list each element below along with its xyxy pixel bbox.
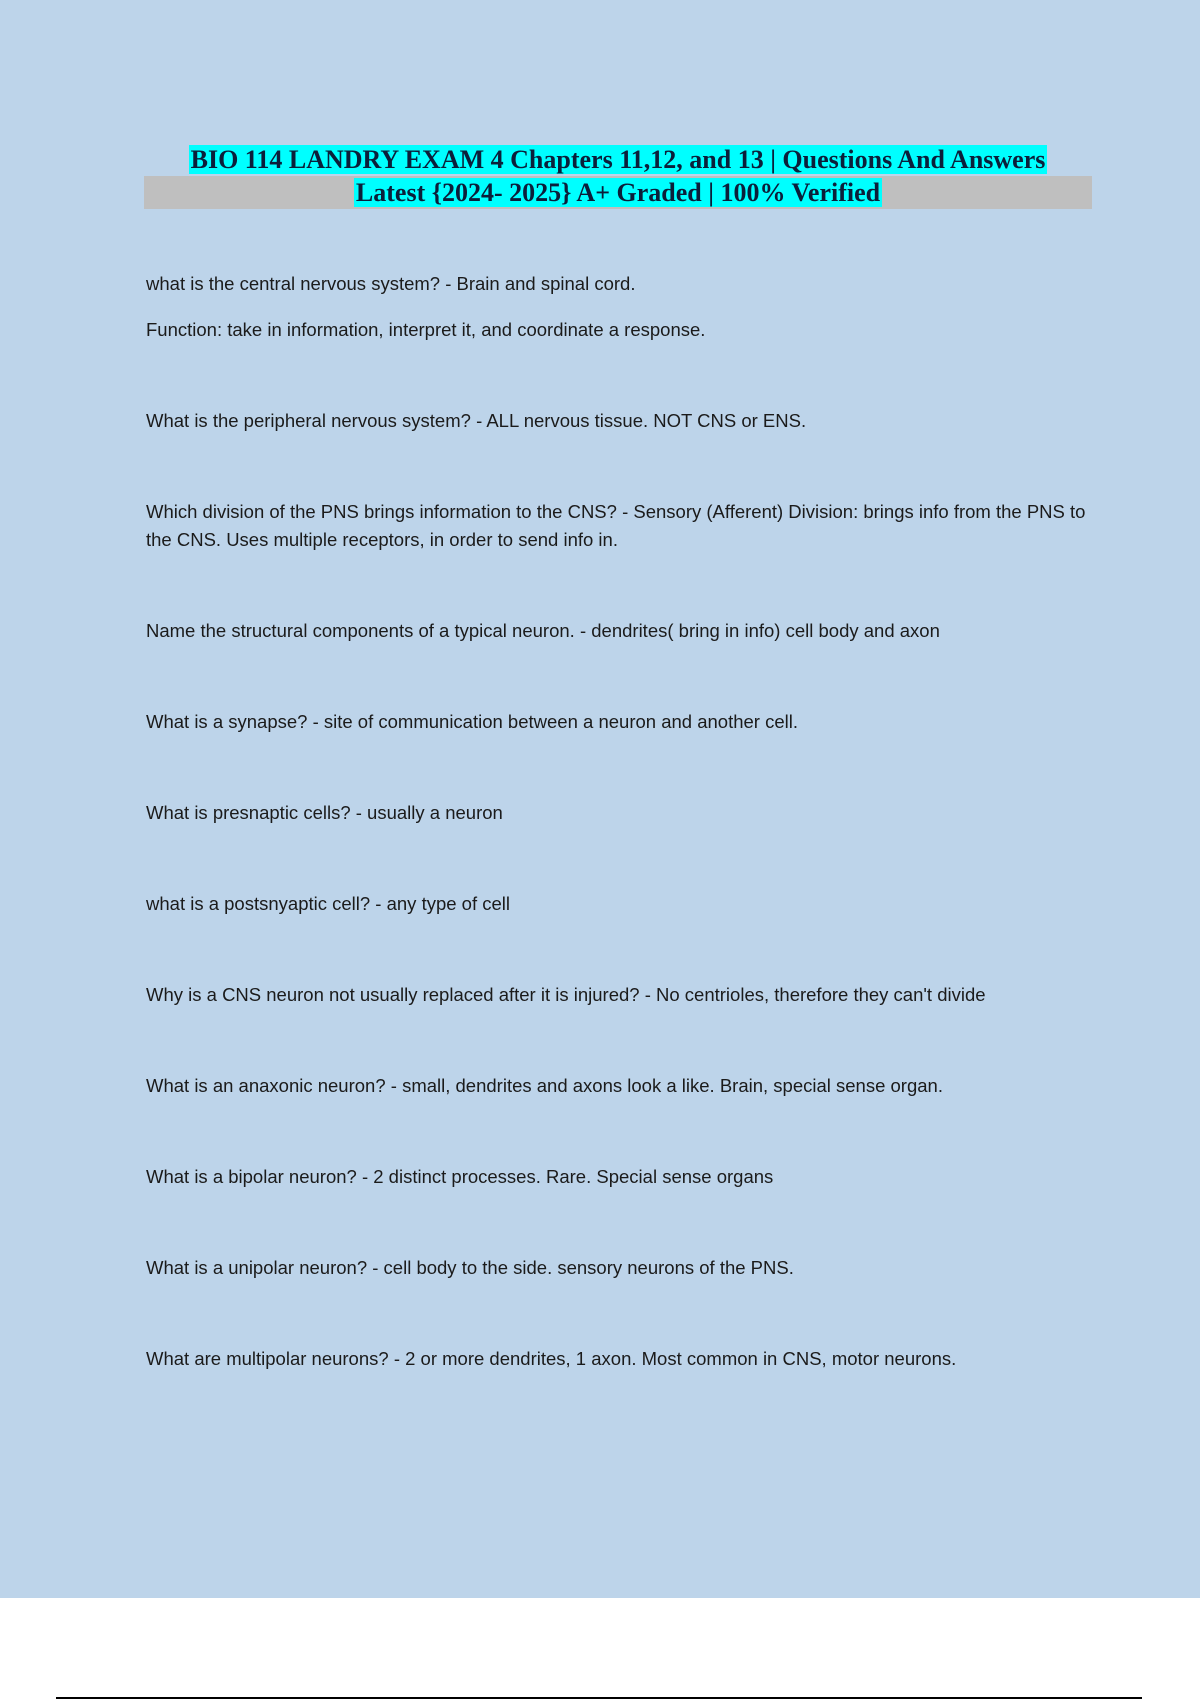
footer-divider: [56, 1697, 1142, 1699]
document-title: [144, 143, 1092, 209]
qa-item: What are multipolar neurons? - 2 or more dendrites, 1 axon. Most common in CNS, motor neurons.: [146, 1348, 957, 1369]
qa-item: what is a postsnyaptic cell? - any type of cell: [146, 893, 511, 914]
qa-item: Why is a CNS neuron not usually replaced after it is injured? - No centrioles, therefore they can't divide: [146, 984, 986, 1005]
qa-item: What is a bipolar neuron? - 2 distinct processes. Rare. Special sense organs: [146, 1166, 774, 1187]
title-highlight-2: Latest {2024- 2025} A+ Graded | 100% Verified: [355, 178, 881, 207]
qa-item: Name the structural components of a typical neuron. - dendrites( bring in info) cell body and axon: [146, 620, 940, 641]
title-highlight-1: BIO 114 LANDRY EXAM 4 Chapters 11,12, and 13 | Questions And Answers: [190, 145, 1046, 174]
title-line-1: [144, 143, 1092, 176]
qa-item: What is an anaxonic neuron? - small, dendrites and axons look a like. Brain, special sense organ.: [146, 1075, 943, 1096]
qa-item: What is the peripheral nervous system? - ALL nervous tissue. NOT CNS or ENS.: [146, 410, 807, 431]
qa-item: What is presnaptic cells? - usually a neuron: [146, 802, 503, 823]
title-line-2: [144, 176, 1092, 209]
qa-item: Function: take in information, interpret it, and coordinate a response.: [146, 319, 706, 340]
qa-item: What is a unipolar neuron? - cell body to the side. sensory neurons of the PNS.: [146, 1257, 794, 1278]
qa-item: Which division of the PNS brings information to the CNS? - Sensory (Afferent) Division: brings info from the PNS to the CNS. Uses multiple receptors, in order to send info in.: [146, 501, 1086, 550]
qa-item: What is a synapse? - site of communication between a neuron and another cell.: [146, 711, 798, 732]
qa-item: what is the central nervous system? - Brain and spinal cord.: [146, 273, 636, 294]
